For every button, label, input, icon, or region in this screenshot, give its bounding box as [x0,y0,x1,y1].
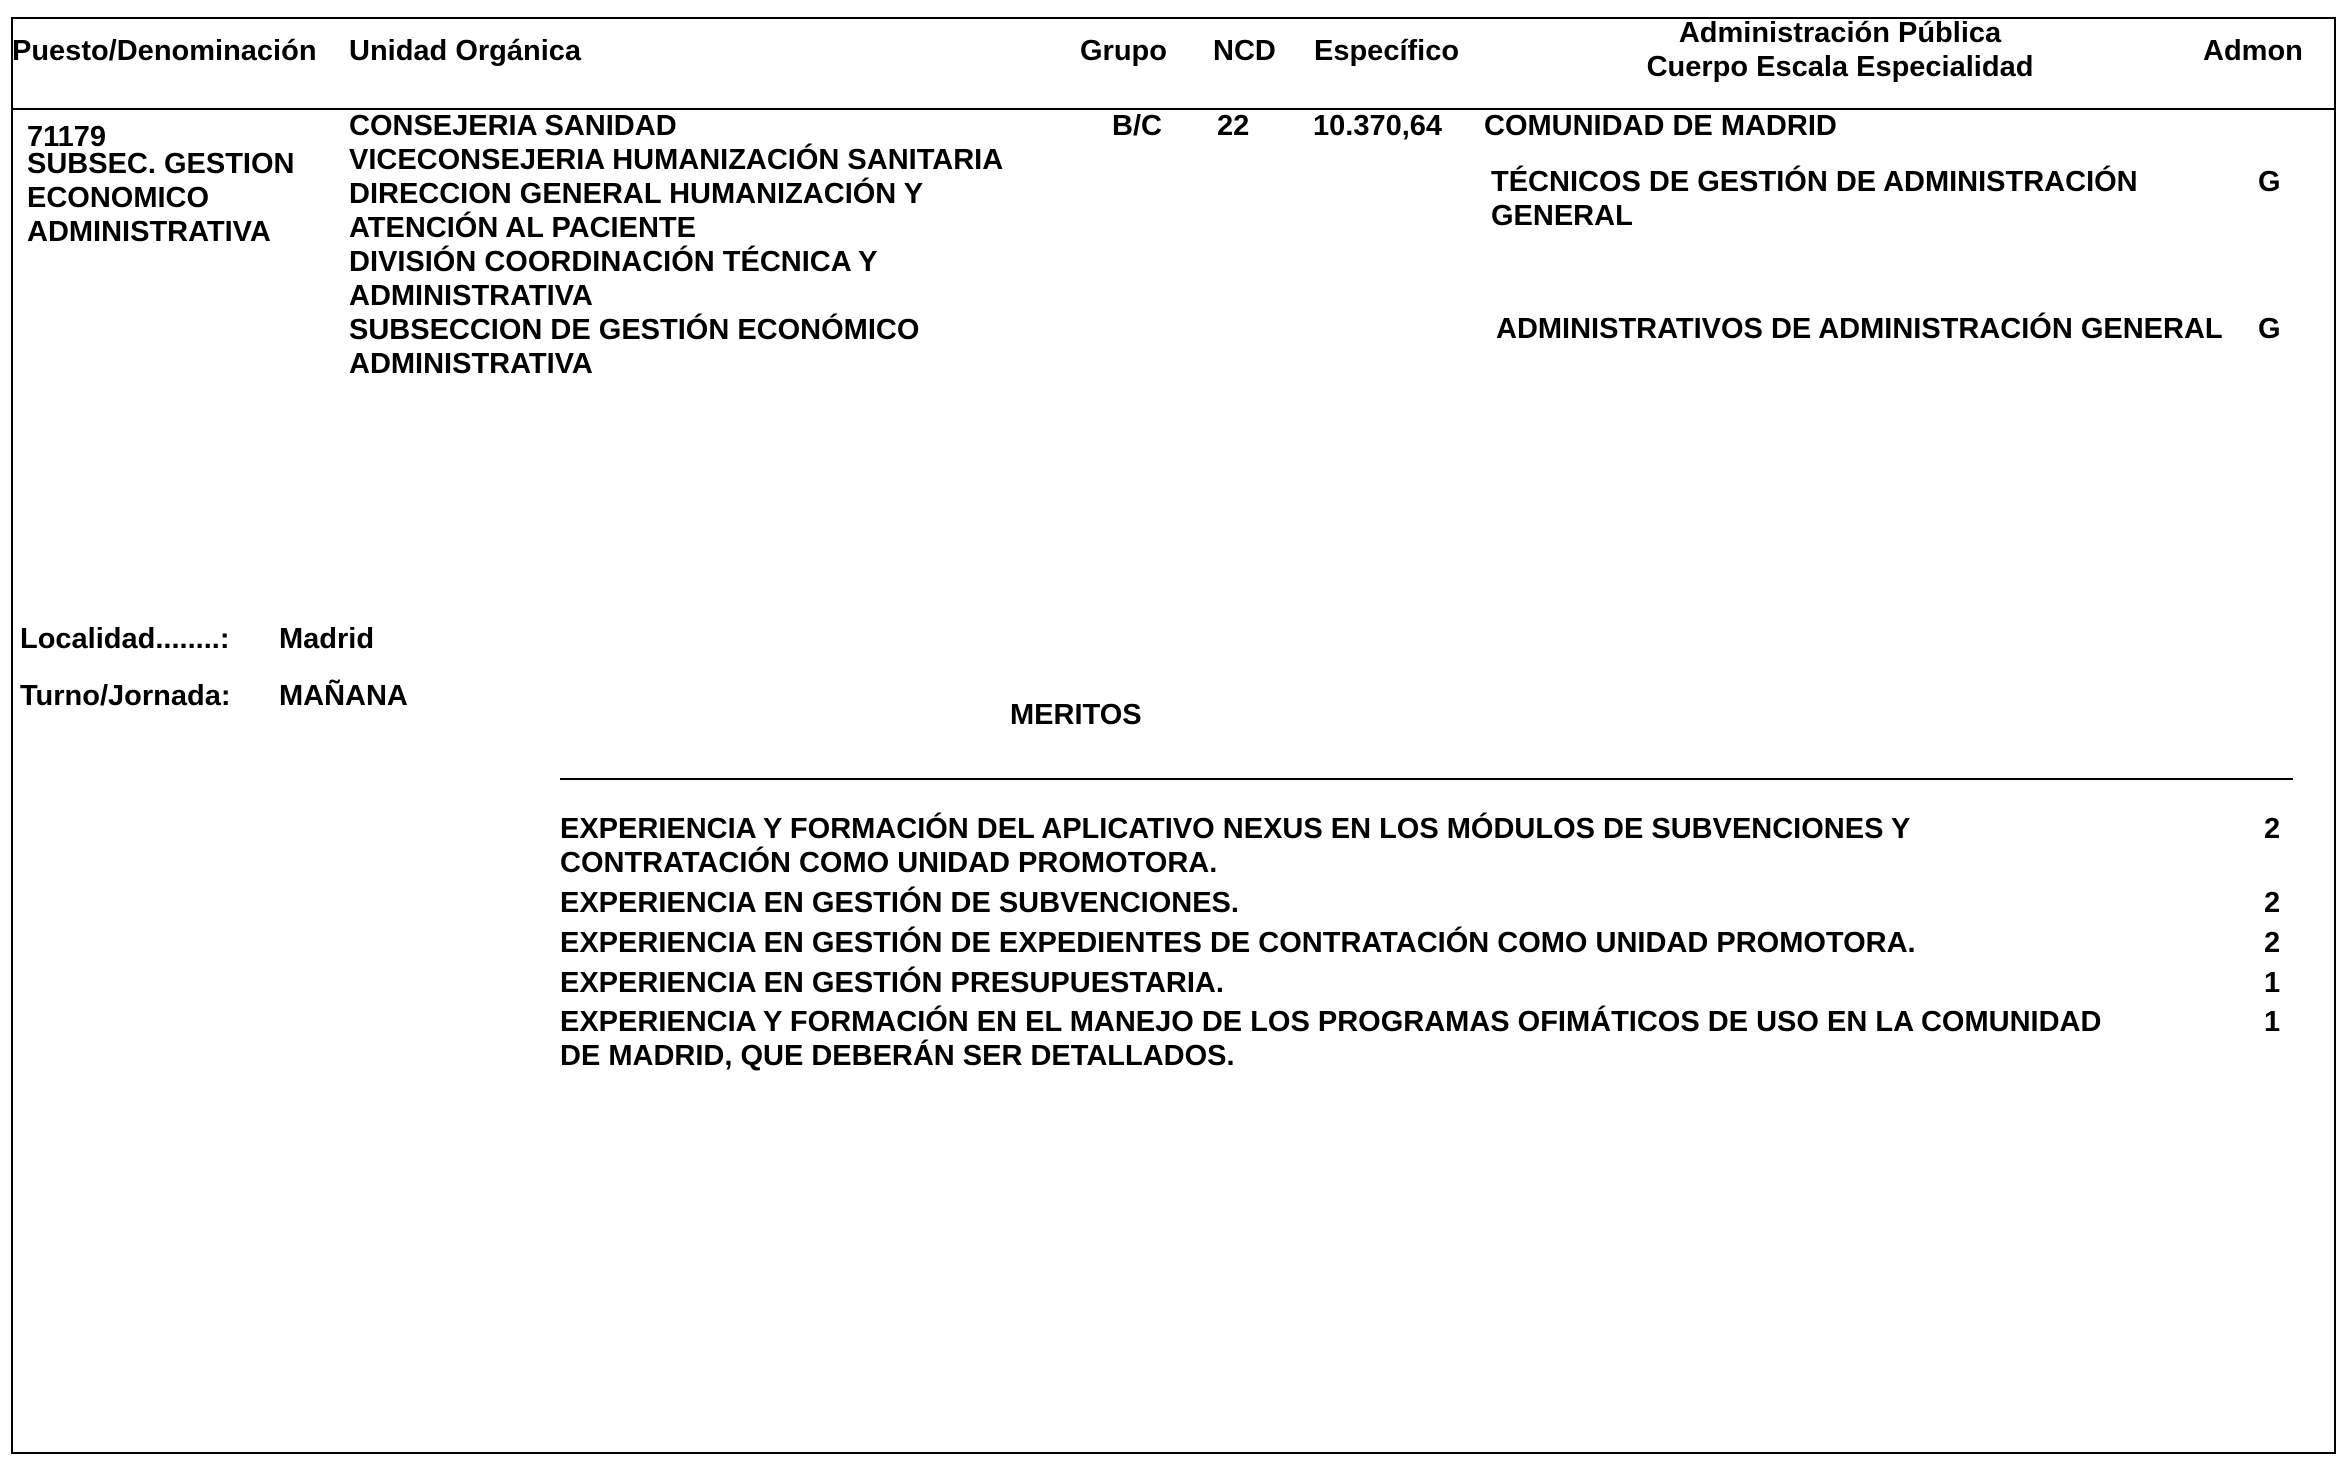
meritos-divider [560,778,2293,780]
record-cuerpo-1-admon: G [2258,166,2281,198]
cuerpo-line: GENERAL [1491,200,1633,232]
unidad-line: DIVISIÓN COORDINACIÓN TÉCNICA Y [349,246,878,278]
cuerpo-line: ADMINISTRATIVOS DE ADMINISTRACIÓN GENERAL [1496,313,2223,345]
merito-item [560,966,1224,1000]
record-cuerpo-2 [1496,312,2223,346]
header-ncd: NCD [1213,35,1276,67]
record-unidad-organica [349,109,1003,381]
meritos-title: MERITOS [1010,699,1142,731]
unidad-line: CONSEJERIA SANIDAD [349,110,677,142]
unidad-line: ADMINISTRATIVA [349,280,593,312]
merito-item [560,886,1239,920]
merito-points: 1 [2264,967,2281,999]
header-admin-line2: Cuerpo Escala Especialidad [1646,51,2034,83]
header-unidad: Unidad Orgánica [349,35,582,67]
unidad-line: ATENCIÓN AL PACIENTE [349,212,696,244]
unidad-line: DIRECCION GENERAL HUMANIZACIÓN Y [349,178,924,210]
merito-line: CONTRATACIÓN COMO UNIDAD PROMOTORA. [560,847,1218,879]
unidad-line: SUBSECCION DE GESTIÓN ECONÓMICO [349,314,920,346]
merito-item [560,1005,2101,1073]
header-especifico: Específico [1314,35,1460,67]
header-admin-line1: Administración Pública [1678,17,2002,49]
cuerpo-line: TÉCNICOS DE GESTIÓN DE ADMINISTRACIÓN [1491,166,2138,198]
merito-line: EXPERIENCIA Y FORMACIÓN EN EL MANEJO DE LOS PROGRAMAS OFIMÁTICOS DE USO EN LA COMUNIDAD [560,1006,2102,1038]
record-ncd: 22 [1217,110,1250,142]
localidad-label: Localidad........: [20,623,230,655]
header-puesto: Puesto/Denominación [12,35,317,67]
header-grupo: Grupo [1080,35,1167,67]
merito-points: 1 [2264,1006,2281,1038]
merito-points: 2 [2264,887,2281,919]
localidad-value: Madrid [279,623,375,655]
record-cuerpo-1 [1491,165,2138,233]
unidad-line: VICECONSEJERIA HUMANIZACIÓN SANITARIA [349,144,1004,176]
record-especifico: 10.370,64 [1313,110,1443,142]
record-denominacion [27,147,295,249]
turno-value: MAÑANA [279,680,408,712]
merito-line: EXPERIENCIA Y FORMACIÓN DEL APLICATIVO NEXUS EN LOS MÓDULOS DE SUBVENCIONES Y [560,813,1911,845]
turno-label: Turno/Jornada: [20,680,231,712]
merito-points: 2 [2264,927,2281,959]
merito-item [560,812,1910,880]
denominacion-line: ADMINISTRATIVA [27,216,271,248]
unidad-line: ADMINISTRATIVA [349,348,593,380]
header-admon: Admon [2203,35,2303,67]
merito-line: EXPERIENCIA EN GESTIÓN PRESUPUESTARIA. [560,967,1224,999]
merito-item [560,926,1916,960]
merito-points: 2 [2264,813,2281,845]
record-code: 71179 [27,121,107,153]
merito-line: EXPERIENCIA EN GESTIÓN DE SUBVENCIONES. [560,887,1239,919]
denominacion-line: ECONOMICO [27,182,210,214]
merito-line: EXPERIENCIA EN GESTIÓN DE EXPEDIENTES DE CONTRATACIÓN COMO UNIDAD PROMOTORA. [560,927,1916,959]
denominacion-line: SUBSEC. GESTION [27,148,295,180]
merito-line: DE MADRID, QUE DEBERÁN SER DETALLADOS. [560,1040,1235,1072]
record-administracion: COMUNIDAD DE MADRID [1484,110,1837,142]
record-grupo: B/C [1112,110,1162,142]
record-cuerpo-2-admon: G [2258,313,2281,345]
